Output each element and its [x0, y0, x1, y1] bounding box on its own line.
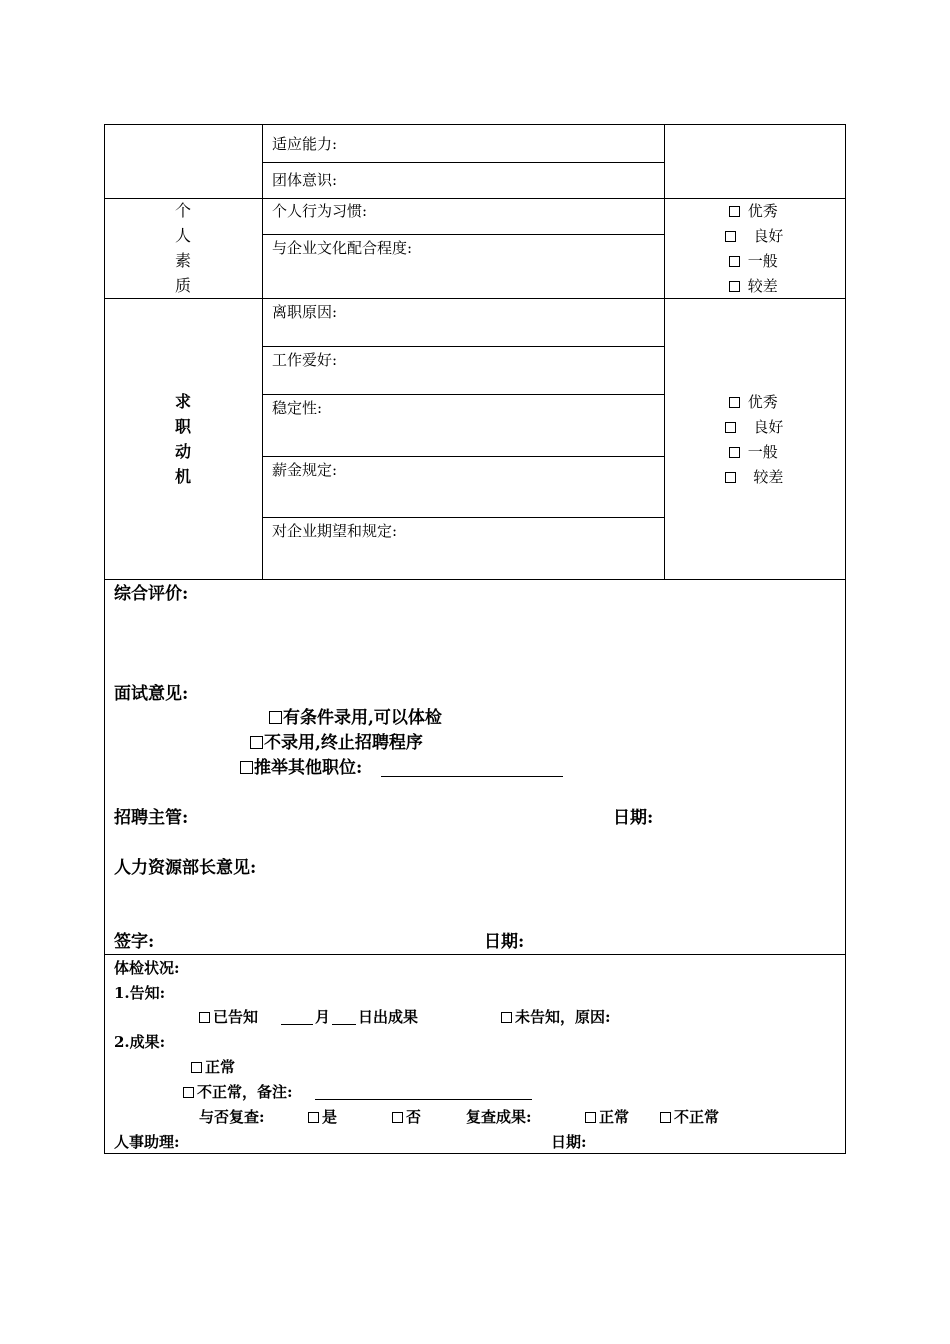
date-label: 日期:: [613, 808, 654, 828]
recheck-yes-option[interactable]: [308, 1108, 337, 1126]
checkbox-icon[interactable]: [308, 1112, 319, 1123]
rating-option[interactable]: [729, 443, 778, 461]
label-char: 个: [174, 201, 191, 220]
checkbox-icon[interactable]: [240, 761, 253, 774]
option-label: 是: [322, 1108, 338, 1126]
recheck-no-option[interactable]: [392, 1108, 421, 1126]
option-label: 推举其他职位:: [254, 758, 363, 778]
checkbox-icon[interactable]: [729, 206, 740, 217]
option-conditional-hire[interactable]: [269, 708, 442, 728]
recheck-result-label: 复查成果:: [466, 1108, 532, 1126]
table-border-bottom: [104, 1153, 846, 1154]
recheck-abnormal-option[interactable]: [660, 1108, 719, 1126]
table-border-top: [104, 124, 846, 125]
option-label: 不正常，备注:: [197, 1083, 293, 1101]
other-position-field[interactable]: [381, 776, 563, 777]
checkbox-icon[interactable]: [729, 397, 740, 408]
item-work-hobbies: 工作爱好:: [272, 351, 338, 369]
item-culture-fit: 与企业文化配合程度:: [272, 239, 413, 257]
option-label: 正常: [205, 1058, 236, 1076]
month-label: 月: [315, 1008, 331, 1026]
rating-label: 优秀: [747, 393, 778, 411]
table-row-divider: [104, 954, 846, 955]
label-char: 动: [174, 442, 191, 461]
table-row-divider: [104, 198, 846, 199]
checkbox-icon[interactable]: [725, 422, 736, 433]
medical-title: 体检状况:: [114, 959, 180, 977]
table-border-right: [845, 124, 846, 1154]
option-label: 否: [406, 1108, 422, 1126]
checkbox-icon[interactable]: [183, 1087, 194, 1098]
option-reject[interactable]: [250, 733, 423, 753]
rating-option[interactable]: [729, 393, 778, 411]
table-border-left: [104, 124, 105, 1154]
checkbox-icon[interactable]: [729, 447, 740, 458]
hr-assistant-label: 人事助理:: [114, 1133, 180, 1151]
hr-head-opinion-label: 人力资源部长意见:: [114, 858, 257, 878]
rating-label: 较差: [753, 468, 784, 486]
option-label: 不正常: [674, 1108, 720, 1126]
interview-opinion-label: 面试意见:: [114, 684, 189, 704]
label-char: 职: [174, 417, 191, 436]
rating-label: 较差: [747, 277, 778, 295]
rating-label: 一般: [747, 443, 778, 461]
item-adaptability: 适应能力:: [272, 135, 338, 153]
checkbox-icon[interactable]: [585, 1112, 596, 1123]
option-label: 有条件录用,可以体检: [283, 708, 442, 728]
rating-option[interactable]: [729, 277, 778, 295]
checkbox-icon[interactable]: [729, 256, 740, 267]
subrow-divider: [262, 394, 665, 395]
subrow-divider: [262, 162, 665, 163]
rating-label: 一般: [747, 252, 778, 270]
signature-label: 签字:: [114, 932, 155, 952]
recruit-supervisor-label: 招聘主管:: [114, 808, 189, 828]
month-field[interactable]: [281, 1024, 313, 1025]
day-result-label: 日出成果: [358, 1008, 419, 1026]
checkbox-icon[interactable]: [725, 472, 736, 483]
recheck-normal-option[interactable]: [585, 1108, 629, 1126]
rating-option[interactable]: [729, 202, 778, 220]
label-char: 机: [174, 467, 191, 486]
abnormal-option[interactable]: [183, 1083, 293, 1101]
subrow-divider: [262, 517, 665, 518]
subrow-divider: [262, 456, 665, 457]
table-row-divider: [104, 579, 846, 580]
rating-option[interactable]: [725, 468, 783, 486]
option-label: 已告知: [213, 1008, 259, 1026]
option-label: 不录用,终止招聘程序: [264, 733, 423, 753]
abnormal-note-field[interactable]: [315, 1099, 532, 1100]
rating-label: 优秀: [747, 202, 778, 220]
table-divider-col2: [664, 124, 665, 580]
item-salary: 薪金规定:: [272, 461, 338, 479]
normal-option[interactable]: [191, 1058, 235, 1076]
rating-label: 良好: [753, 418, 784, 436]
notice-label: 1.告知:: [114, 984, 166, 1002]
date-label: 日期:: [484, 932, 525, 952]
day-field[interactable]: [332, 1024, 356, 1025]
item-leaving-reason: 离职原因:: [272, 303, 338, 321]
item-stability: 稳定性:: [272, 399, 323, 417]
checkbox-icon[interactable]: [199, 1012, 210, 1023]
subrow-divider: [262, 234, 665, 235]
informed-option[interactable]: [199, 1008, 258, 1026]
overall-evaluation-label: 综合评价:: [114, 584, 189, 604]
item-behavior-habits: 个人行为习惯:: [272, 202, 368, 220]
option-label: 未告知，原因:: [515, 1008, 611, 1026]
rating-option[interactable]: [729, 252, 778, 270]
table-divider-col1: [262, 124, 263, 580]
item-expectations: 对企业期望和规定:: [272, 522, 398, 540]
checkbox-icon[interactable]: [501, 1012, 512, 1023]
rating-option[interactable]: [725, 227, 783, 245]
option-label: 正常: [599, 1108, 630, 1126]
option-recommend-other[interactable]: [240, 758, 362, 778]
checkbox-icon[interactable]: [250, 736, 263, 749]
item-team-spirit: 团体意识:: [272, 171, 338, 189]
result-label: 2.成果:: [114, 1033, 166, 1051]
date-label: 日期:: [551, 1133, 587, 1151]
not-informed-option[interactable]: [501, 1008, 611, 1026]
checkbox-icon[interactable]: [392, 1112, 403, 1123]
label-char: 人: [174, 226, 191, 245]
table-row-divider: [104, 298, 846, 299]
label-char: 素: [174, 251, 191, 270]
checkbox-icon[interactable]: [269, 711, 282, 724]
checkbox-icon[interactable]: [725, 231, 736, 242]
checkbox-icon[interactable]: [660, 1112, 671, 1123]
label-char: 质: [174, 276, 191, 295]
checkbox-icon[interactable]: [191, 1062, 202, 1073]
rating-label: 良好: [753, 227, 784, 245]
checkbox-icon[interactable]: [729, 281, 740, 292]
label-char: 求: [174, 392, 191, 411]
subrow-divider: [262, 346, 665, 347]
recheck-label: 与否复查:: [199, 1108, 265, 1126]
rating-option[interactable]: [725, 418, 783, 436]
